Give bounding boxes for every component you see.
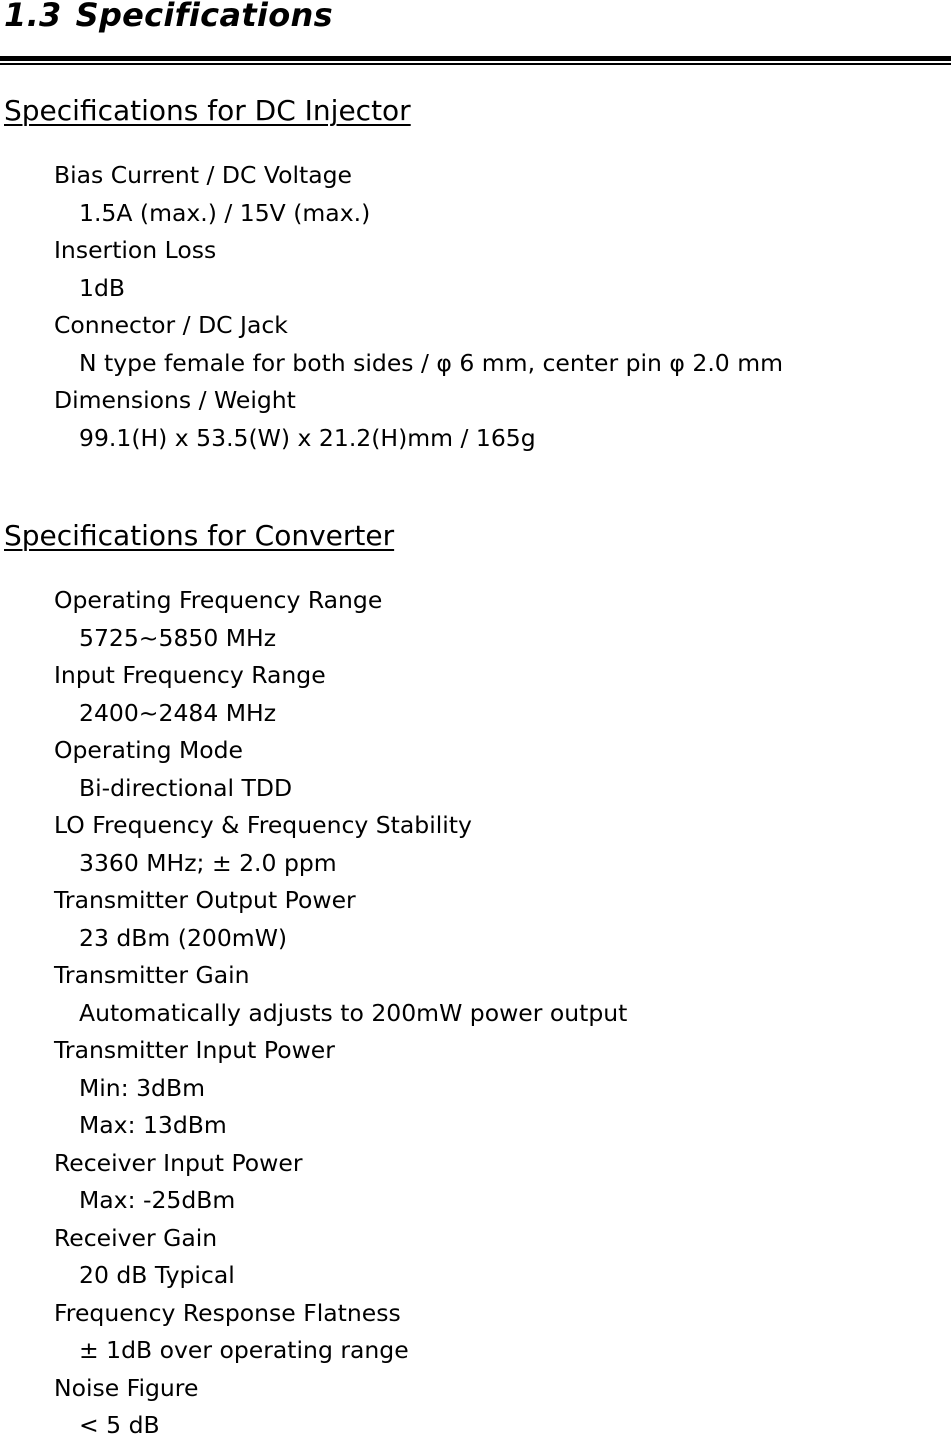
spec-name: Receiver Gain — [54, 1223, 218, 1252]
spec-value: 1.5A (max.) / 15V (max.) — [79, 198, 371, 227]
spec-name: Input Frequency Range — [54, 661, 326, 689]
spec-name: Connector / DC Jack — [54, 311, 288, 339]
spec-name: Noise Figure — [54, 1373, 199, 1402]
converter-spec-list — [0, 582, 627, 1445]
spec-value: Automatically adjusts to 200mW power output — [79, 998, 628, 1027]
spec-name: Dimensions / Weight — [54, 386, 296, 414]
section-number: 1.3 — [4, 0, 62, 34]
spec-name: Operating Frequency Range — [54, 586, 383, 614]
section-title: Specifications — [75, 0, 333, 34]
spec-value: N type female for both sides / φ 6 mm, center pin φ 2.0 mm — [79, 348, 784, 377]
spec-name: Bias Current / DC Voltage — [54, 161, 353, 189]
spec-name: LO Frequency & Frequency Stability — [54, 811, 472, 839]
spec-value: 23 dBm (200mW) — [79, 923, 288, 952]
spec-name: Transmitter Gain — [54, 961, 250, 989]
spec-value: Max: 13dBm — [79, 1111, 227, 1139]
spec-value: ± 1dB over operating range — [79, 1336, 409, 1364]
spec-name: Receiver Input Power — [54, 1148, 303, 1177]
spec-name: Frequency Response Flatness — [54, 1298, 401, 1327]
title-rule-thin — [0, 63, 951, 65]
dc-injector-heading: Specifications for DC Injector — [4, 94, 411, 127]
dc-injector-spec-list — [0, 157, 783, 457]
spec-value: Min: 3dBm — [79, 1073, 205, 1102]
spec-name: Operating Mode — [54, 736, 243, 764]
spec-value: < 5 dB — [79, 1411, 160, 1439]
spec-value: 5725~5850 MHz — [79, 623, 277, 652]
title-rule-thick — [0, 56, 951, 61]
spec-value: 2400~2484 MHz — [79, 698, 277, 727]
spec-name: Insertion Loss — [54, 236, 217, 264]
spec-name: Transmitter Input Power — [54, 1036, 335, 1064]
spec-value: 99.1(H) x 53.5(W) x 21.2(H)mm / 165g — [79, 423, 536, 452]
spec-value: 20 dB Typical — [79, 1261, 235, 1289]
spec-value: Bi-directional TDD — [79, 773, 293, 802]
spec-value: Max: -25dBm — [79, 1186, 236, 1214]
spec-name: Transmitter Output Power — [54, 886, 356, 914]
spec-value: 1dB — [79, 273, 125, 302]
converter-heading: Specifications for Converter — [4, 519, 395, 552]
page-title — [4, 0, 333, 34]
spec-value: 3360 MHz; ± 2.0 ppm — [79, 848, 337, 877]
